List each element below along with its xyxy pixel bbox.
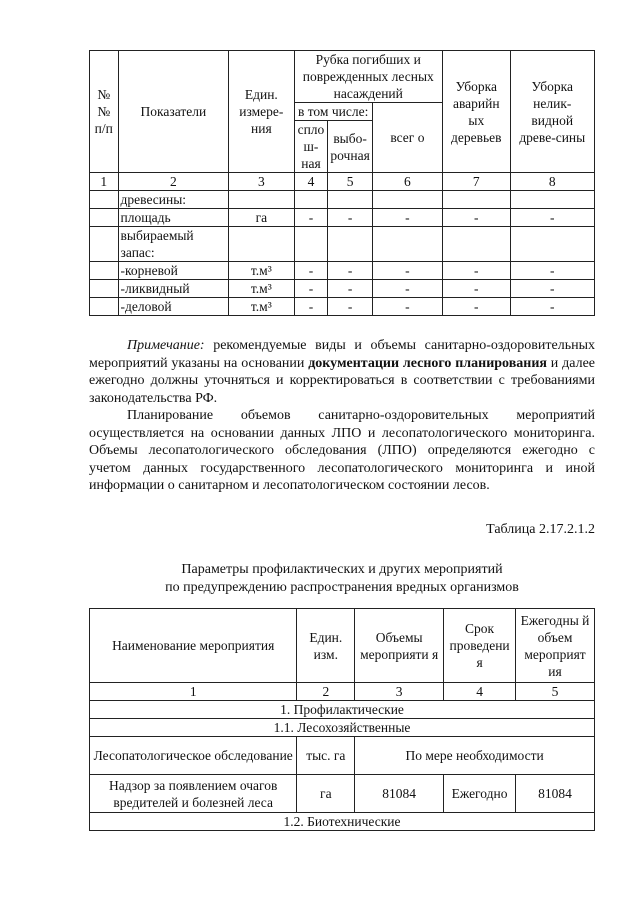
col-number: 3 [229,173,294,191]
row-value: - [328,298,372,316]
row-value [510,227,594,262]
header-selective: выбо-рочная [328,121,372,173]
col-number: 5 [328,173,372,191]
header-term: Срок проведени я [444,609,516,683]
header-felling: Рубка погибших и поврежденных лесных насаждений [294,51,443,103]
row-value: - [294,262,328,280]
table-row [90,227,595,262]
col-number: 4 [444,683,516,701]
row-name: Надзор за появлением очагов вредителей и болезней леса [90,775,297,813]
row-value: - [443,262,510,280]
row-label: площадь [118,209,229,227]
row-value [328,227,372,262]
row-unit: га [229,209,294,227]
row-value: - [328,262,372,280]
row-value: - [328,209,372,227]
col-number: 3 [355,683,444,701]
row-value: - [510,209,594,227]
col-number: 1 [90,683,297,701]
header-unit: Един. изм. [297,609,355,683]
row-label: -корневой [118,262,229,280]
row-value: - [510,298,594,316]
row-name: Лесопатологическое обследование [90,737,297,775]
row-value [328,191,372,209]
row-value: - [294,209,328,227]
felling-table [89,50,595,316]
row-span-value: По мере необходимости [355,737,595,775]
row-volume: 81084 [355,775,444,813]
header-clear: спло ш-ная [294,121,328,173]
row-value: - [294,298,328,316]
row-value: - [372,280,442,298]
row-value: - [510,280,594,298]
row-label: -деловой [118,298,229,316]
col-number: 6 [372,173,442,191]
row-value [443,191,510,209]
planning-paragraph: Планирование объемов санитарно-оздоровительных мероприятий осуществляется на основании данных ЛПО и лесопатологического мониторинга. Объемы лесопатологического обследования (ЛПО) определяются ежегодно с учетом данных государственного лесопатологического мониторинга и иной информации о санитарном и лесопатологическом состоянии лесов. [89,408,595,493]
table-number: Таблица 2.17.2.1.2 [486,522,595,537]
note-text: рекомендуемые виды и объемы санитарно-оздоровительных мероприятий указаны на основании [89,338,595,371]
measures-table [89,608,595,831]
section-preventive: 1. Профилактические [90,701,595,719]
table-title [89,561,595,596]
table-title-line: по предупреждению распространения вредных организмов [165,579,519,595]
row-value [510,191,594,209]
table-row [90,209,595,227]
col-number: 1 [90,173,119,191]
header-total: всег о [372,103,442,173]
row-annual: 81084 [516,775,595,813]
row-label: -ликвидный [118,280,229,298]
row-value: - [443,298,510,316]
row-value [294,227,328,262]
note-bold-link: документации лесного планирования [308,355,547,371]
row-unit [229,227,294,262]
row-unit: га [297,775,355,813]
row-label: выбираемый запас: [118,227,229,262]
row-value: - [372,262,442,280]
column-numbers-row [90,173,595,191]
table-row [90,775,595,813]
header-num: № № п/п [90,51,119,173]
row-label: древесины: [118,191,229,209]
header-unit: Един. измере-ния [229,51,294,173]
column-numbers-row [90,683,595,701]
header-volume: Объемы мероприяти я [355,609,444,683]
row-unit [229,191,294,209]
row-value: - [372,209,442,227]
section-biotech: 1.2. Биотехнические [90,813,595,831]
col-number: 8 [510,173,594,191]
row-value [372,191,442,209]
row-value [294,191,328,209]
row-unit: тыс. га [297,737,355,775]
row-value: - [443,209,510,227]
row-value: - [510,262,594,280]
row-value [372,227,442,262]
row-unit: т.м³ [229,262,294,280]
header-indicators: Показатели [118,51,229,173]
header-emergency: Уборка аварийн ых деревьев [443,51,510,173]
table-title-line: Параметры профилактических и других мероприятий [181,562,503,577]
note-label: Примечание: [127,338,205,353]
row-value: - [294,280,328,298]
row-term: Ежегодно [444,775,516,813]
note-block [89,337,595,495]
table-row [90,280,595,298]
header-illiquid: Уборка нелик-видной древе-сины [510,51,594,173]
row-unit: т.м³ [229,280,294,298]
section-forestry: 1.1. Лесохозяйственные [90,719,595,737]
note-text: и далее ежегодно должны уточняться и корректироваться в соответствии с требованиями законодательства РФ. [89,355,595,406]
table-row [90,298,595,316]
row-value: - [443,280,510,298]
col-number: 7 [443,173,510,191]
row-value [443,227,510,262]
col-number: 5 [516,683,595,701]
table-row [90,737,595,775]
header-including: в том числе: [294,103,372,121]
row-value: - [372,298,442,316]
row-value: - [328,280,372,298]
header-annual: Ежегодны й объем мероприят ия [516,609,595,683]
header-name: Наименование мероприятия [90,609,297,683]
table-row [90,191,595,209]
note-paragraph [89,337,595,407]
col-number: 4 [294,173,328,191]
table-row [90,262,595,280]
col-number: 2 [118,173,229,191]
row-unit: т.м³ [229,298,294,316]
col-number: 2 [297,683,355,701]
